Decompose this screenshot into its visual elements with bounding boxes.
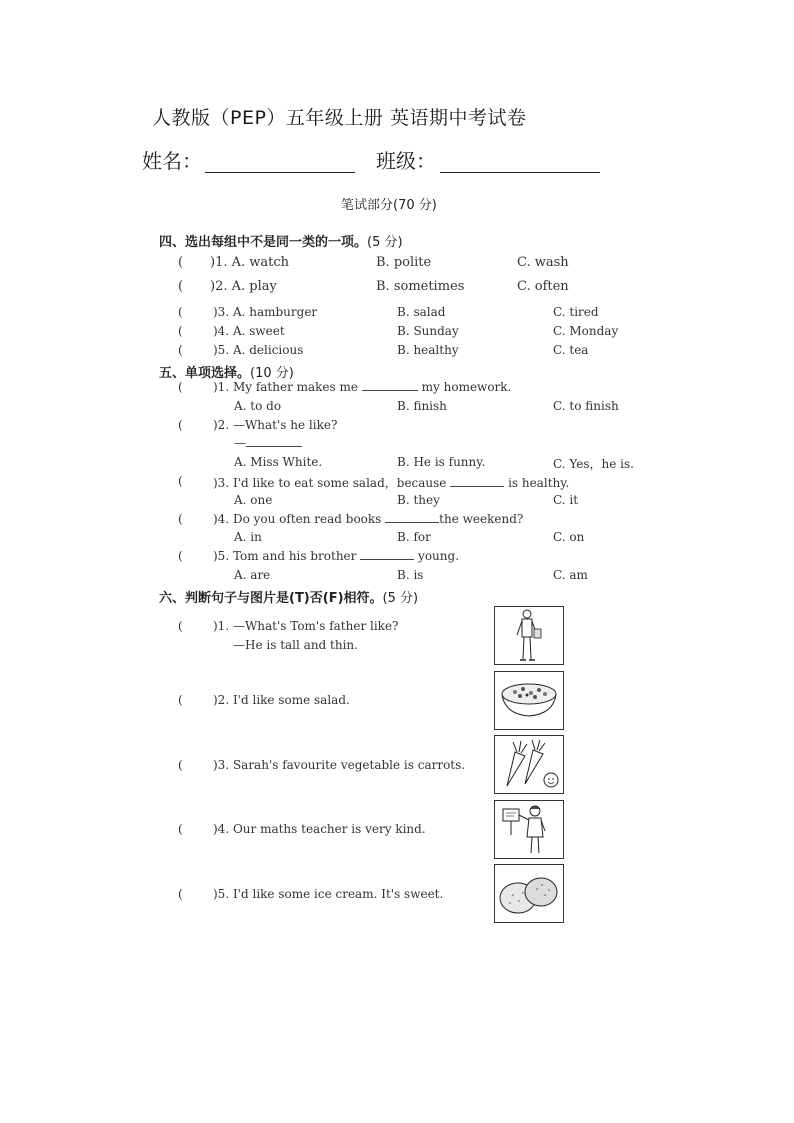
s5-q5-pre: )5. Tom and his brother [213,549,357,563]
section5-points: (10 分) [250,366,294,381]
s5-q1-stem [213,380,511,394]
s5-q1-pre: )1. My father makes me [213,380,358,394]
s5-q1-b: B. finish [397,399,447,413]
s4-q1-c: C. wash [517,255,569,270]
section4-heading-text: 四、选出每组中不是同一类的一项。 [159,235,368,250]
section6-heading [159,587,418,606]
tall-man-icon [495,607,563,664]
s5-q4-a: A. in [234,530,262,544]
s5-q4-stem [213,512,523,526]
s6-q2-paren: ( [178,693,183,707]
s4-q4-a: )4. A. sweet [213,324,285,338]
s4-q3-c: C. tired [553,305,599,319]
bread-icon [495,865,563,922]
class-field[interactable] [440,172,600,173]
s5-q3-blank[interactable] [450,476,504,487]
page-title: 人教版（PEP）五年级上册 英语期中考试卷 [152,107,527,129]
s6-q5-picture [494,864,564,923]
s5-q3-c: C. it [553,493,579,507]
teacher-icon [495,801,563,858]
s5-q3-b: B. they [397,493,440,507]
s4-q5-paren: ( [178,343,183,357]
carrots-icon [495,736,563,793]
s5-q4-c: C. on [553,530,585,544]
class-label: 班级： [376,149,436,173]
s5-q5-stem [213,549,459,563]
section4-heading [159,231,403,250]
s5-q2-stem: )2. —What's he like? [213,418,338,432]
s6-q1-line2: —He is tall and thin. [233,638,358,652]
s4-q5-b: B. healthy [397,343,459,357]
s6-q3-paren: ( [178,758,183,772]
section4-points: (5 分) [367,235,403,250]
s5-q2-b: B. He is funny. [397,455,486,469]
s5-q3-pre: )3. I'd like to eat some salad，because [213,476,447,490]
s5-q2-c: C. Yes，he is. [553,457,634,471]
name-label: 姓名： [142,149,202,173]
s4-q1-a: )1. A. watch [210,255,290,270]
s6-q3-line1: )3. Sarah's favourite vegetable is carrots. [213,758,466,772]
s4-q5-c: C. tea [553,343,589,357]
s6-q1-line1: )1. —What's Tom's father like? [213,619,399,633]
s5-q5-post: young. [418,549,460,563]
s5-q2-a: A. Miss White. [234,455,323,469]
s5-q1-c: C. to finish [553,399,619,413]
section6-heading-text: 六、判断句子与图片是(T)否(F)相符。 [159,591,383,606]
s4-q3-paren: ( [178,305,183,319]
s5-q5-c: C. am [553,568,588,582]
s6-q2-picture [494,671,564,730]
s6-q4-line1: )4. Our maths teacher is very kind. [213,822,426,836]
s6-q4-paren: ( [178,822,183,836]
s5-q2-dash-line [234,436,302,450]
s5-q5-a: A. are [234,568,271,582]
s4-q4-b: B. Sunday [397,324,459,338]
s6-q1-paren: ( [178,619,183,633]
s5-q5-paren: ( [178,549,183,563]
s4-q2-b: B. sometimes [376,279,465,294]
s5-q4-b: B. for [397,530,431,544]
s6-q4-picture [494,800,564,859]
s5-q1-a: A. to do [234,399,282,413]
s4-q1-b: B. polite [376,255,432,270]
s5-q1-paren: ( [178,380,183,394]
s5-q5-b: B. is [397,568,424,582]
s4-q2-paren: ( [178,279,184,294]
name-field[interactable] [205,172,355,173]
salad-bowl-icon [495,672,563,729]
s4-q5-a: )5. A. delicious [213,343,304,357]
s6-q2-line1: )2. I'd like some salad. [213,693,350,707]
s5-q4-post: the weekend? [439,512,524,526]
s5-q3-a: A. one [234,493,273,507]
s6-q5-line1: )5. I'd like some ice cream. It's sweet. [213,887,444,901]
s5-q1-blank[interactable] [362,380,418,391]
written-section-title: 笔试部分(70 分) [341,198,437,213]
s4-q3-a: )3. A. hamburger [213,305,318,319]
s5-q4-pre: )4. Do you often read books [213,512,382,526]
s5-q4-blank[interactable] [385,512,439,523]
s5-q3-paren: ( [178,474,183,488]
s4-q2-a: )2. A. play [210,279,277,294]
s4-q1-paren: ( [178,255,184,270]
section6-points: (5 分) [382,591,419,606]
s4-q2-c: C. often [517,279,569,294]
s5-q2-dash: — [234,436,246,450]
s5-q3-stem [213,474,569,491]
s4-q4-c: C. Monday [553,324,619,338]
s6-q5-paren: ( [178,887,183,901]
s5-q2-blank[interactable] [246,436,302,447]
s6-q3-picture [494,735,564,794]
section5-heading-text: 五、单项选择。 [159,366,251,381]
s5-q3-post: is healthy. [508,476,570,490]
s4-q3-b: B. salad [397,305,446,319]
section5-heading [159,362,294,381]
s5-q2-paren: ( [178,418,183,432]
s5-q5-blank[interactable] [360,549,414,560]
s6-q1-picture [494,606,564,665]
s5-q4-paren: ( [178,512,183,526]
s4-q4-paren: ( [178,324,183,338]
s5-q1-post: my homework. [421,380,512,394]
